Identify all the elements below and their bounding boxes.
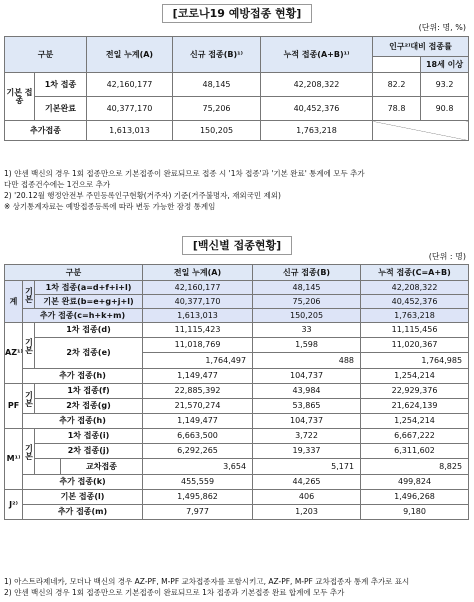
cell: 53,865 [253,399,361,414]
vaccination-status-table [4,36,469,141]
row-label: 기본 접종(l) [23,490,143,505]
cell: 1,149,477 [143,414,253,429]
cell: 33 [253,323,361,338]
cell: 6,311,602 [361,444,469,459]
cell: 48,145 [173,73,261,97]
cell: 42,160,177 [143,281,253,295]
cell: 11,020,367 [361,338,469,353]
cell: 6,663,500 [143,429,253,444]
cell: 1,763,218 [261,121,373,141]
cell: 104,737 [253,369,361,384]
cell: 6,292,265 [143,444,253,459]
cell: 1,496,268 [361,490,469,505]
notes1 [4,168,365,212]
cell: 1,613,013 [143,309,253,323]
basic-label: 기본 [23,281,35,309]
cell: 40,377,170 [87,97,173,121]
row-label: 추가 접종(k) [23,475,143,490]
cell: 11,115,423 [143,323,253,338]
cell: 21,624,139 [361,399,469,414]
row-label: 1차 접종(f) [35,384,143,399]
cell: 104,737 [253,414,361,429]
cell: 1,764,497 [143,353,253,369]
note: 2) '20.12월 행정안전부 주민등록인구현황(거주자) 기준(거주불명자, 재외국민 제외) [4,191,281,200]
basic-label: 기본 [23,384,35,414]
group-pf: PF [5,384,23,429]
cell: 42,208,322 [361,281,469,295]
cell: 1,764,985 [361,353,469,369]
row-label: 1차 접종(d) [35,323,143,338]
col-cum: 누적 접종(A+B)¹⁾ [261,37,373,73]
basic-label: 기본 [23,323,35,369]
row-label: 1차 접종(a=d+f+i+l) [35,281,143,295]
col-gubun: 구분 [5,37,87,73]
row-label: 추가 접종(c=h+k+m) [23,309,143,323]
basic-label: 기본 [23,429,35,475]
cell: 42,208,322 [261,73,373,97]
col-new: 신규 접종(B)¹⁾ [173,37,261,73]
cell: 1,254,214 [361,369,469,384]
cell: 44,265 [253,475,361,490]
group-j: J²⁾ [5,490,23,520]
row-label: 교차접종 [61,459,143,475]
cell: 48,145 [253,281,361,295]
group-m: M¹⁾ [5,429,23,490]
cell: 5,171 [253,459,361,475]
col-gubun: 구분 [5,265,143,281]
col-prev: 전일 누계(A) [143,265,253,281]
cell: 75,206 [253,295,361,309]
col-prev: 전일 누계(A) [87,37,173,73]
row-label: 2차 접종(g) [35,399,143,414]
cell: 78.8 [373,97,421,121]
cell: 43,984 [253,384,361,399]
row-label: 추가 접종(h) [23,414,143,429]
cell: 1,598 [253,338,361,353]
cell: 3,722 [253,429,361,444]
cell: 1,203 [253,505,361,520]
cell: 3,654 [143,459,253,475]
cell: 455,559 [143,475,253,490]
vaccine-type-table [4,264,469,520]
cell: 22,885,392 [143,384,253,399]
col-new: 신규 접종(B) [253,265,361,281]
row-label: 추가접종 [5,121,87,141]
note: 1) 아스트라제네카, 모더나 백신의 경우 AZ-PF, M-PF 교차접종자를 포함시키고, AZ-PF, M-PF 교차접종자 통계 추가로 표시 [4,577,410,586]
row-label: 기본완료 [35,97,87,121]
cell: 7,977 [143,505,253,520]
cell: 150,205 [173,121,261,141]
cell: 75,206 [173,97,261,121]
cell: 150,205 [253,309,361,323]
table1-title: [코로나19 예방접종 현황] [0,5,474,21]
cell: 40,452,376 [261,97,373,121]
table1-unit: (단위: 명, %) [418,23,466,32]
cell: 488 [253,353,361,369]
row-label: 2차 접종(j) [35,444,143,459]
group-total: 계 [5,281,23,323]
row-label: 2차 접종(e) [35,338,143,369]
cell: 40,452,376 [361,295,469,309]
row-label: 1차 접종 [35,73,87,97]
cell: 11,018,769 [143,338,253,353]
cell: 499,824 [361,475,469,490]
cell: 90.8 [421,97,469,121]
table2-title: [백신별 접종현황] [0,237,474,253]
table2-unit: (단위 : 명) [428,252,466,261]
col-pct: 인구²⁾대비 접종률 [373,37,469,57]
cell: 40,377,170 [143,295,253,309]
cell: 22,929,376 [361,384,469,399]
cell: 1,254,214 [361,414,469,429]
col-age: 18세 이상 [421,57,469,73]
group-az: AZ¹⁾ [5,323,23,384]
diagonal-cell [373,121,469,141]
cell: 82.2 [373,73,421,97]
notes2 [4,576,409,598]
cell: 42,160,177 [87,73,173,97]
cell: 1,149,477 [143,369,253,384]
cell: 11,115,456 [361,323,469,338]
note: 2) 얀센 백신의 경우 1회 접종만으로 기본접종이 완료되므로 1차 접종과 기본접종 완료 합계에 모두 추가 [4,588,345,597]
cell: 93.2 [421,73,469,97]
row-label: 추가 접종(h) [23,369,143,384]
cell: 1,763,218 [361,309,469,323]
cell: 8,825 [361,459,469,475]
row-label: 기본 완료(b=e+g+j+l) [35,295,143,309]
cell: 19,337 [253,444,361,459]
cell: 9,180 [361,505,469,520]
cell: 21,570,274 [143,399,253,414]
cell: 1,495,862 [143,490,253,505]
row-label: 추가 접종(m) [23,505,143,520]
cell: 1,613,013 [87,121,173,141]
note: 다만 접종건수에는 1건으로 추가 [4,180,111,189]
cell: 6,667,222 [361,429,469,444]
note: ※ 상기통계자료는 예방접종등록에 따라 변동 가능한 잠정 통계임 [4,202,216,211]
col-cum: 누적 접종(C=A+B) [361,265,469,281]
cell: 406 [253,490,361,505]
note: 1) 얀센 백신의 경우 1회 접종만으로 기본접종이 완료되므로 접종 시 '1차 접종'과 '기본 완료' 통계에 모두 추가 [4,169,365,178]
basic-label: 기본 접종 [5,73,35,121]
row-label: 1차 접종(i) [35,429,143,444]
